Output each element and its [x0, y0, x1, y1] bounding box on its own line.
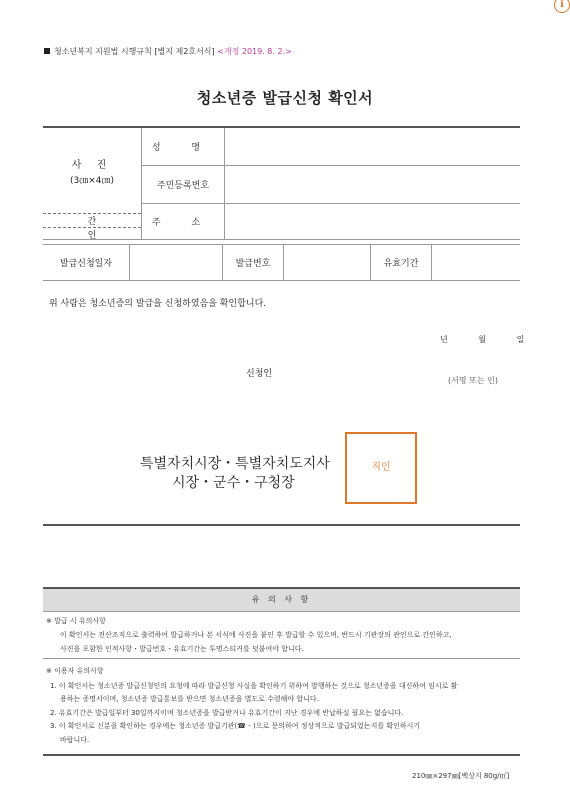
valid-period-label: 유효기간 — [371, 245, 432, 281]
user-note-3a: 3. 이 확인서로 신분을 확인하는 경우에는 청소년증 발급기관(☎ - )으로 문의하여 정상적으로 발급되었는지를 확인하시기 — [50, 722, 421, 730]
official-seal-box: 직인 — [345, 432, 417, 504]
issue-notes-title: ※ 발급 시 유의사항 — [46, 617, 106, 625]
authority-line-2: 시장・군수・구청장 — [172, 475, 295, 491]
notes-bottom-rule — [43, 754, 520, 756]
law-reference: 청소년복지 지원법 시행규칙 [별지 제2호서식] — [54, 47, 215, 56]
address-value[interactable] — [225, 203, 521, 239]
applicant-label: 신청인 — [246, 369, 273, 379]
address-label: 주 소 — [142, 203, 225, 239]
notes-heading: 유 의 사 항 — [43, 587, 520, 612]
revision-date: <개정 2019. 8. 2.> — [217, 47, 292, 56]
section-divider — [43, 524, 520, 526]
square-bullet-icon — [44, 48, 50, 54]
resident-no-value[interactable] — [225, 165, 521, 203]
user-note-2: 2. 유효기간은 발급일부터 30일까지이며 청소년증을 발급받거나 유효기간이 지난 경우에 반납하실 필요는 없습니다. — [50, 709, 404, 717]
valid-period-value[interactable] — [432, 245, 521, 281]
issue-info-table — [43, 244, 520, 281]
name-value[interactable] — [225, 127, 521, 165]
application-date-value[interactable] — [130, 245, 223, 281]
authority-line-1: 특별자치시장・특별자치도지사 — [140, 456, 330, 472]
resident-no-label: 주민등록번호 — [142, 165, 225, 203]
issue-no-value[interactable] — [284, 245, 371, 281]
issue-no-label: 발급번호 — [223, 245, 284, 281]
issue-note-line-1: 이 확인서는 전산조직으로 출력하여 발급하거나 본 서식에 사진을 붙인 후 발급할 수 있으며, 반드시 기관장의 관인으로 간인하고, — [60, 631, 452, 639]
applicant-info-table — [43, 126, 520, 240]
name-label: 성 명 — [142, 127, 225, 165]
user-note-1b: 용하는 증명서이며, 청소년증 발급통보를 받으면 청소년증을 별도로 수령해야 합니다. — [60, 695, 319, 703]
notes-divider — [43, 658, 520, 659]
application-date-label: 발급신청일자 — [43, 245, 130, 281]
photo-size: (3㎝×4㎝) — [69, 176, 115, 186]
form-header — [44, 46, 292, 57]
document-title: 청소년증 발급신청 확인서 — [196, 89, 374, 107]
user-note-1a: 1. 이 확인서는 청소년증 발급신청인의 요청에 따라 발급신청 사실을 확인하기 위하여 발행하는 것으로 청소년증을 대신하여 임시로 활 — [50, 682, 458, 690]
confirmation-statement: 위 사람은 청소년증의 발급을 신청하였음을 확인합니다. — [49, 299, 267, 309]
paper-size-spec: 210㎜×297㎜[백상지 80g/㎡] — [412, 772, 510, 780]
user-note-3b: 바랍니다. — [60, 736, 90, 744]
signature-note: (서명 또는 인) — [448, 376, 498, 385]
date-line — [440, 334, 552, 345]
photo-label: 사 진 — [71, 160, 113, 171]
user-notes-title: ※ 이용자 유의사항 — [46, 667, 104, 675]
issue-note-line-2: 사진을 포함한 인적사항・발급번호・유효기간는 투명스티커를 덧붙여야 합니다. — [60, 645, 304, 653]
day-label: 일 — [516, 335, 525, 344]
stamp-label-b: 인 — [87, 231, 97, 241]
year-label: 년 — [440, 335, 448, 344]
month-label: 월 — [478, 335, 487, 344]
photo-area — [43, 127, 142, 239]
info-icon[interactable]: i — [554, 0, 570, 13]
stamp-label-a: 간 — [87, 217, 97, 227]
